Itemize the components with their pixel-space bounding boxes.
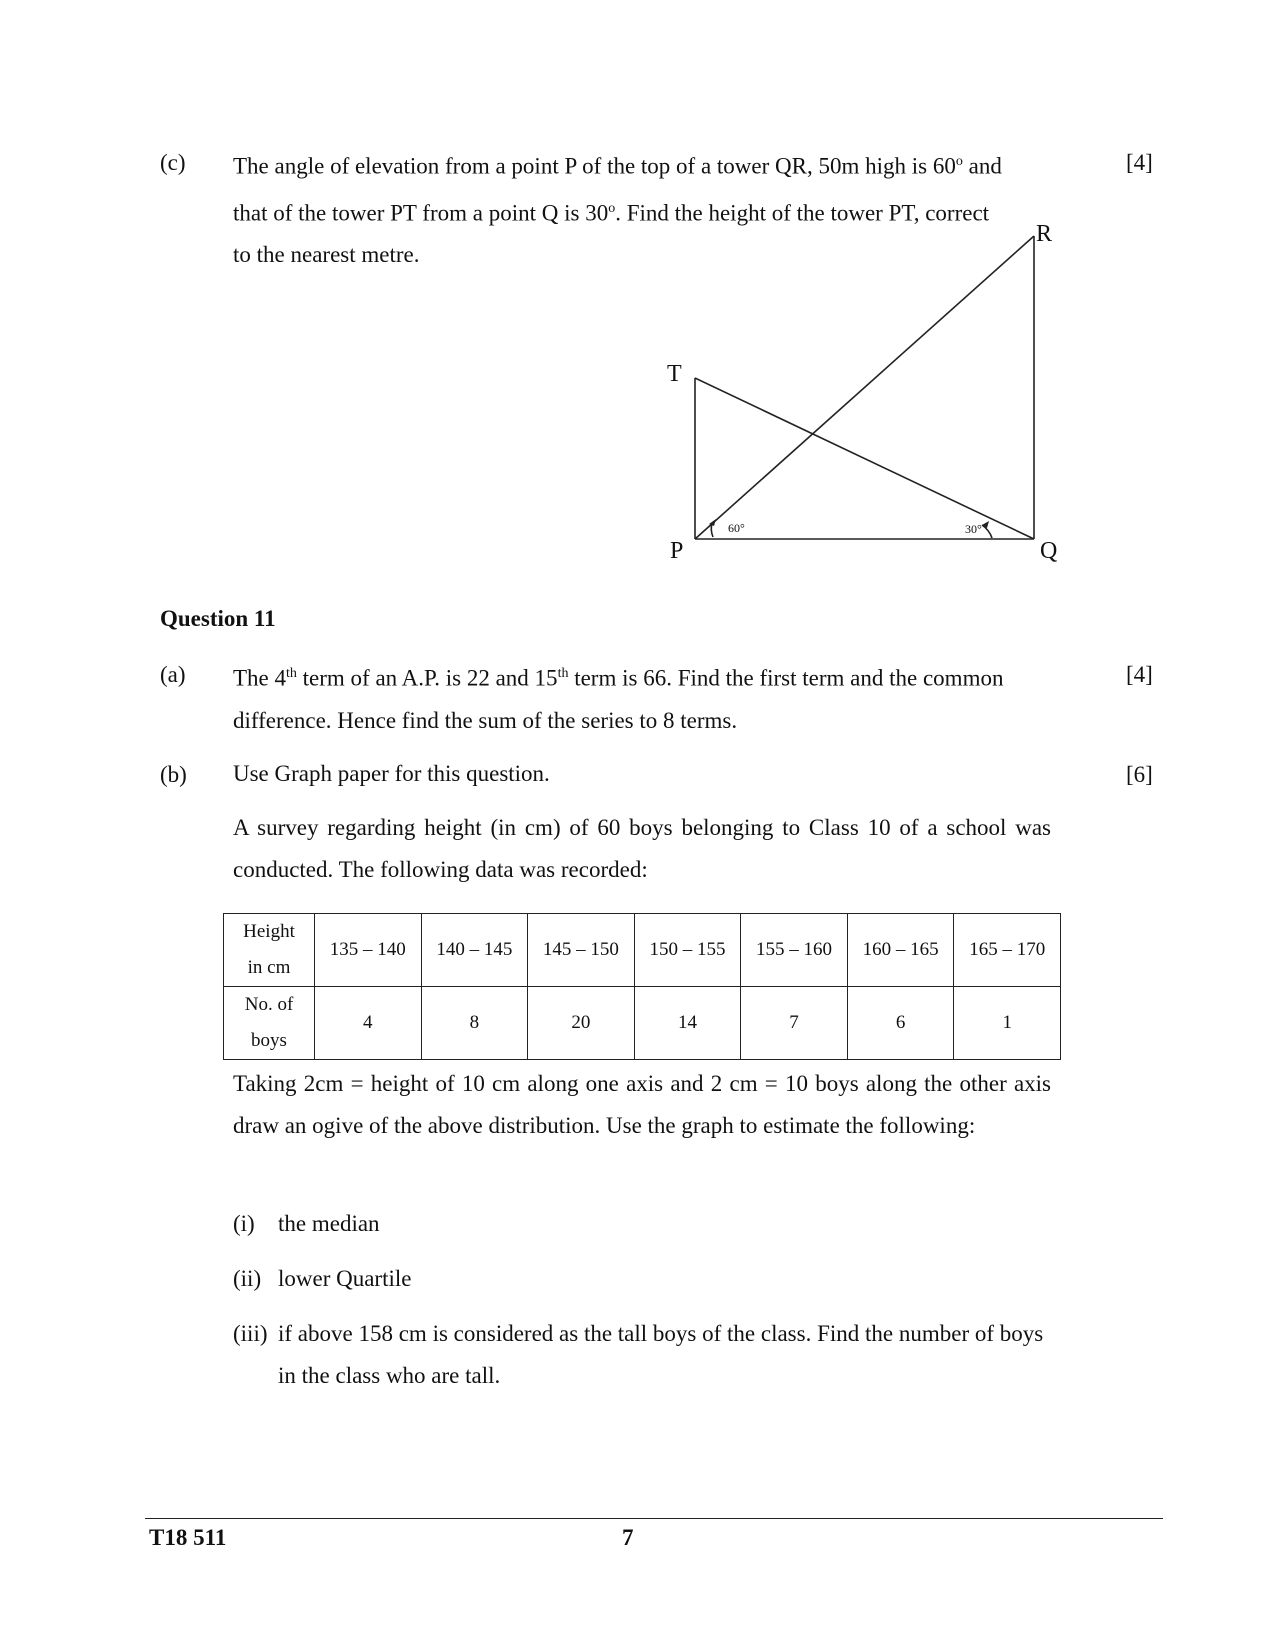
part-b-marks: [6] xyxy=(1126,762,1153,787)
footer-divider xyxy=(145,1518,1163,1519)
table-cell: 1 xyxy=(954,987,1061,1060)
table-row-height xyxy=(224,914,1061,987)
angle-label-q: 30° xyxy=(965,522,982,536)
page-number: 7 xyxy=(622,1525,634,1550)
part-b-label: (b) xyxy=(160,762,187,787)
item-ii-label: (ii) xyxy=(233,1266,262,1291)
table-cell: 160 – 165 xyxy=(847,914,954,987)
table-cell: 14 xyxy=(634,987,741,1060)
row-header-height: Height in cm xyxy=(224,914,315,987)
item-iii-text: if above 158 cm is considered as the tall boys of the class. Find the number of boys in the class who are tall. xyxy=(278,1321,1044,1388)
point-label-r: R xyxy=(1036,221,1053,247)
part-b-line-1: Use Graph paper for this question. xyxy=(233,761,550,786)
part-a-label: (a) xyxy=(160,662,186,687)
table-cell: 165 – 170 xyxy=(954,914,1061,987)
line-pr xyxy=(695,236,1034,539)
part-c-marks: [4] xyxy=(1126,150,1153,175)
item-i-text: the median xyxy=(278,1211,380,1236)
table-cell: 140 – 145 xyxy=(421,914,528,987)
point-label-t: T xyxy=(667,361,682,387)
table-cell: 6 xyxy=(847,987,954,1060)
line-tq xyxy=(695,378,1034,539)
part-c-label: (c) xyxy=(160,150,186,175)
ogive-instruction: Taking 2cm = height of 10 cm along one axis and 2 cm = 10 boys along the other axis draw an ogive of the above distribution. Use the graph to estimate the following: xyxy=(233,1071,1051,1138)
table-cell: 155 – 160 xyxy=(741,914,848,987)
item-ii-text: lower Quartile xyxy=(278,1266,412,1291)
part-a-line-2: difference. Hence find the sum of the series to 8 terms. xyxy=(233,707,738,733)
part-c-line-3: to the nearest metre. xyxy=(233,242,420,268)
angle-label-p: 60° xyxy=(728,521,745,535)
table-cell: 8 xyxy=(421,987,528,1060)
table-row-boys xyxy=(224,987,1061,1060)
item-i-label: (i) xyxy=(233,1211,255,1236)
part-a-marks: [4] xyxy=(1126,662,1153,687)
height-data-table xyxy=(223,913,1061,1060)
table-cell: 145 – 150 xyxy=(528,914,635,987)
point-label-p: P xyxy=(670,538,684,564)
item-iii-label: (iii) xyxy=(233,1321,268,1346)
table-cell: 150 – 155 xyxy=(634,914,741,987)
point-label-q: Q xyxy=(1040,538,1058,564)
row-header-boys: No. of boys xyxy=(224,987,315,1060)
angle-arrow-q xyxy=(982,521,989,528)
question-11-heading: Question 11 xyxy=(160,606,276,631)
table-cell: 4 xyxy=(315,987,422,1060)
part-c-line-1: The angle of elevation from a point P of the top of a tower QR, 50m high is 60$^o$ and xyxy=(233,153,1002,179)
paper-code: T18 511 xyxy=(149,1525,227,1550)
part-c-line-2: that of the tower PT from a point Q is 30$^o$. Find the height of the tower PT, correct xyxy=(233,200,990,226)
survey-text: A survey regarding height (in cm) of 60 boys belonging to Class 10 of a school was conducted. The following data was recorded: xyxy=(233,815,1051,882)
part-a-question xyxy=(233,653,1053,742)
table-cell: 7 xyxy=(741,987,848,1060)
part-a-line-1: The 4th term of an A.P. is 22 and 15th term is 66. Find the first term and the common xyxy=(233,665,1004,691)
table-cell: 20 xyxy=(528,987,635,1060)
table-cell: 135 – 140 xyxy=(315,914,422,987)
